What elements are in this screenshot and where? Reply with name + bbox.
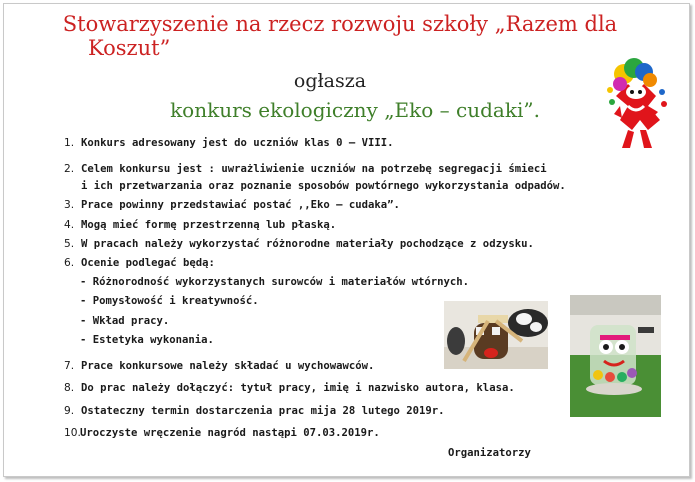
criterion-item: - Różnorodność wykorzystanych surowców i materiałów wtórnych. [80,276,470,288]
rule-item: 6. Ocenie podlegać będą: [64,257,215,269]
mascot-clown-image [602,44,670,164]
rule-item-continuation: i ich przetwarzania oraz poznanie sposobów powtórnego wykorzystania odpadów. [81,180,566,192]
announces-label: ogłasza [293,70,367,92]
rule-item: 3. Prace powinny przedstawiać postać ,,Eko – cudaka”. [64,199,400,211]
criterion-item: - Wkład pracy. [80,315,170,327]
rule-item: 8. Do prac należy dołączyć: tytuł pracy, imię i nazwisko autora, klasa. [64,382,515,394]
rule-item: 10.Uroczyste wręczenie nagród nastąpi 07.03.2019r. [64,427,380,439]
contest-name: konkurs ekologiczny „Eko – cudaki”. [170,98,540,122]
eco-craft-photo-bottles [444,301,548,369]
criterion-item: - Estetyka wykonania. [80,334,214,346]
title-line-1: Stowarzyszenie na rzecz rozwoju szkoły „Razem dla [62,12,618,36]
rule-item: 5. W pracach należy wykorzystać różnorodne materiały pochodzące z odzysku. [64,238,534,250]
poster-title [60,12,620,60]
rule-item: 7. Prace konkursowe należy składać u wychowawców. [64,360,375,372]
organizers-signature: Organizatorzy [448,447,531,459]
title-line-2: Koszut” [88,36,171,60]
rule-item: 9. Ostateczny termin dostarczenia prac mija 28 lutego 2019r. [64,405,445,417]
eco-craft-photo-jar [570,295,661,417]
rule-item: 2. Celem konkursu jest : uwrażliwienie uczniów na potrzebę segregacji śmieci [64,163,547,175]
criterion-item: - Pomysłowość i kreatywność. [80,295,259,307]
rule-item: 4. Mogą mieć formę przestrzenną lub płaską. [64,219,337,231]
rule-item: 1. Konkurs adresowany jest do uczniów klas 0 – VIII. [64,137,394,149]
